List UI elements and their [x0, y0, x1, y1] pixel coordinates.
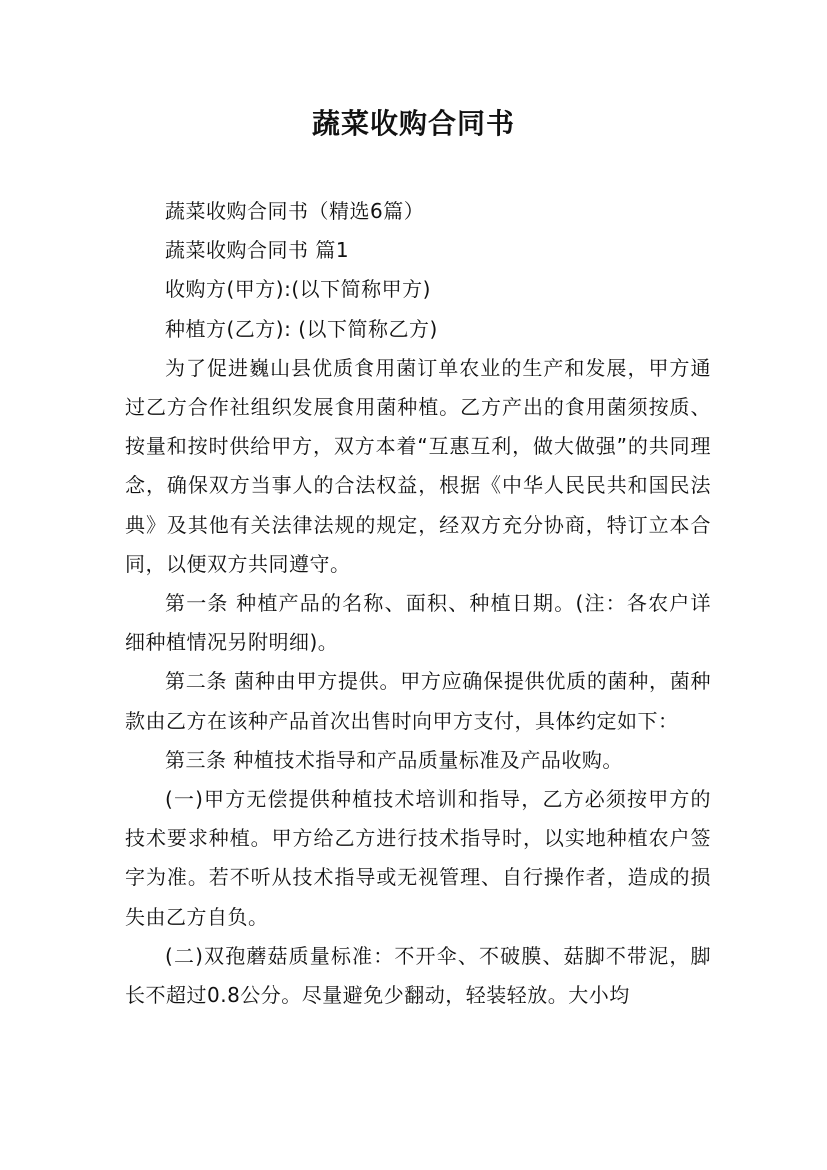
paragraph-subtitle: 蔬菜收购合同书（精选6篇） — [165, 199, 425, 223]
paragraph-article-3: 第三条 种植技术指导和产品质量标准及产品收购。 — [165, 747, 623, 772]
paragraph-article-3-item-2: (二)双孢蘑菇质量标准：不开伞、不破膜、菇脚不带泥，脚长不超过0.8公分。尽量避免少翻动，轻装轻放。大小均 — [125, 943, 711, 1008]
paragraph-article-3-item-1: (一)甲方无偿提供种植技术培训和指导，乙方必须按甲方的技术要求种植。甲方给乙方进行技术指导时，以实地种植农户签字为准。若不听从技术指导或无视管理、自行操作者，造成的损失由乙方自负。 — [125, 787, 711, 929]
paragraph-party-a: 收购方(甲方):(以下简称甲方) — [165, 277, 431, 302]
paragraph-party-b: 种植方(乙方): (以下简称乙方) — [165, 316, 438, 341]
document-body — [125, 192, 711, 1015]
document-title: 蔬菜收购合同书 — [311, 107, 515, 140]
paragraph-article-2: 第二条 菌种由甲方提供。甲方应确保提供优质的菌种，菌种款由乙方在该种产品首次出售时向甲方支付，具体约定如下： — [125, 669, 711, 733]
paragraph-article-1: 第一条 种植产品的名称、面积、种植日期。(注：各农户详细种植情况另附明细)。 — [125, 591, 711, 655]
paragraph-section-heading: 蔬菜收购合同书 篇1 — [165, 238, 350, 263]
paragraph-preamble: 为了促进巍山县优质食用菌订单农业的生产和发展，甲方通过乙方合作社组织发展食用菌种植。乙方产出的食用菌须按质、按量和按时供给甲方，双方本着“互惠互利，做大做强”的共同理念，确保双方当事人的合法权益，根据《中华人民民共和国民法典》及其他有关法律法规的规定，经双方充分协商，特订立本合同，以便双方共同遵守。 — [125, 355, 711, 576]
